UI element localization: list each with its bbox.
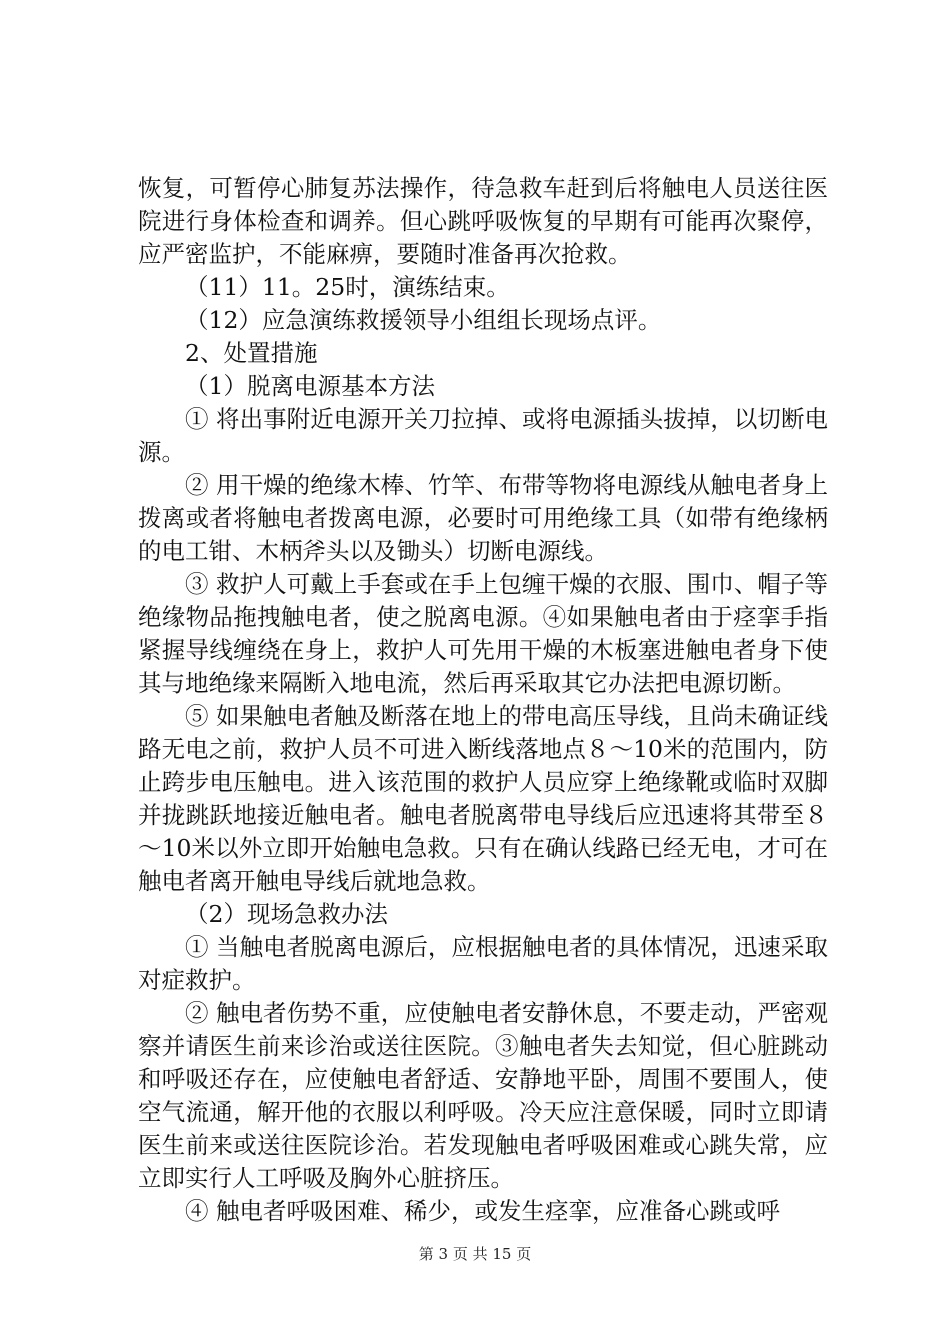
paragraph-13: ④ 触电者呼吸困难、稀少，或发生痉挛，应准备心跳或呼 [185,1197,780,1225]
paragraph-12: ② 触电者伤势不重，应使触电者安静休息，不要走动，严密观察并请医生前来诊治或送往医院。③触电者失去知觉，但心脏跳动和呼吸还存在，应使触电者舒适、安静地平卧，周围不要围人，使空气流通，解开他的衣服以利呼吸。冷天应注意保暖，同时立即请医生前来或送往医院诊治。若发现触电者呼吸困难或心跳失常，应立即实行人工呼吸及胸外心脏挤压。 [138,999,828,1192]
subsection-heading-2: （2）现场急救办法 [185,900,388,928]
paragraph-7: ② 用干燥的绝缘木棒、竹竿、布带等物将电源线从触电者身上拨离或者将触电者拨离电源，必要时可用绝缘工具（如带有绝缘柄的电工钳、木柄斧头以及锄头）切断电源线。 [138,471,828,565]
section-heading: 2、处置措施 [185,339,318,367]
paragraph-2: （11）11。25时，演练结束。 [185,273,510,301]
paragraph-9: ⑤ 如果触电者触及断落在地上的带电高压导线，且尚未确证线路无电之前，救护人员不可进入断线落地点８～10米的范围内，防止跨步电压触电。进入该范围的救护人员应穿上绝缘靴或临时双脚并拢跳跃地接近触电者。触电者脱离带电导线后应迅速将其带至８～10米以外立即开始触电急救。只有在确认线路已经无电，才可在触电者离开触电导线后就地急救。 [138,702,828,895]
subsection-heading-1: （1）脱离电源基本方法 [185,372,435,400]
paragraph-8: ③ 救护人可戴上手套或在手上包缠干燥的衣服、围巾、帽子等绝缘物品拖拽触电者，使之脱离电源。④如果触电者由于痉挛手指紧握导线缠绕在身上，救护人可先用干燥的木板塞进触电者身下使其与地绝缘来隔断入地电流，然后再采取其它办法把电源切断。 [138,570,828,697]
paragraph-6: ① 将出事附近电源开关刀拉掉、或将电源插头拔掉，以切断电源。 [138,405,828,466]
document-body [138,172,828,1228]
paragraph-11: ① 当触电者脱离电源后，应根据触电者的具体情况，迅速采取对症救护。 [138,933,828,994]
page-number-footer: 第 3 页 共 15 页 [418,1245,532,1263]
paragraph-3: （12）应急演练救援领导小组组长现场点评。 [185,306,662,334]
paragraph-1: 恢复，可暂停心肺复苏法操作，待急救车赶到后将触电人员送往医院进行身体检查和调养。但心跳呼吸恢复的早期有可能再次聚停，应严密监护，不能麻痹，要随时准备再次抢救。 [138,174,828,268]
